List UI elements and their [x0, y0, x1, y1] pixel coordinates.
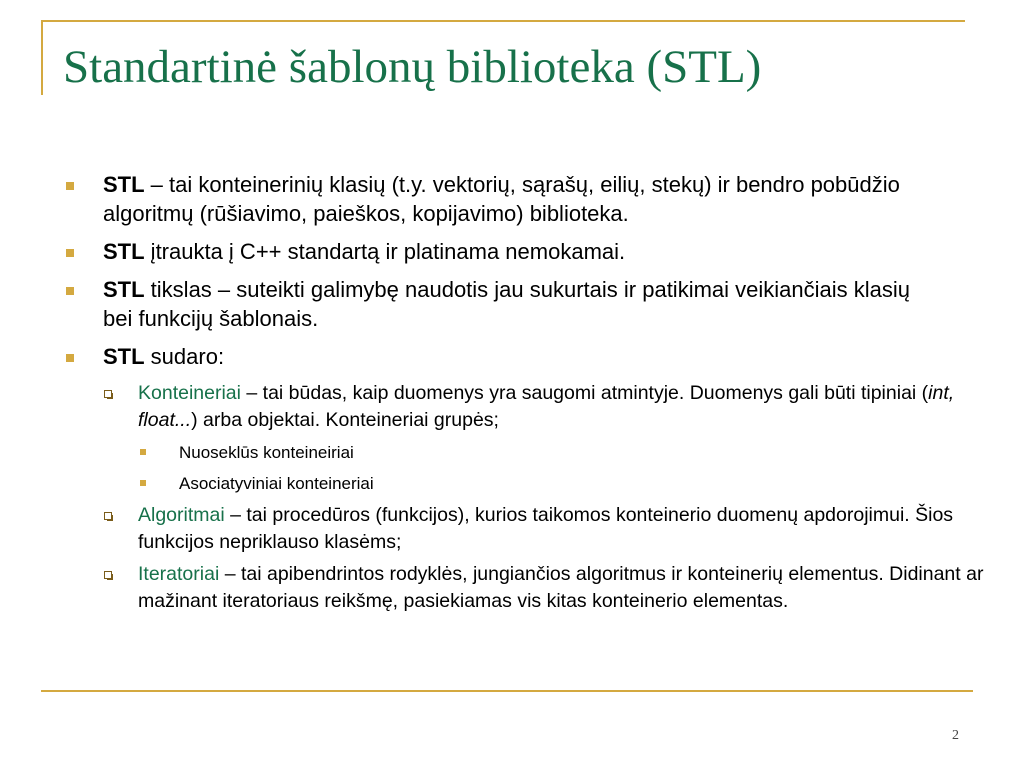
container-group-label: Asociatyviniai konteineriai	[179, 474, 374, 493]
sub-bullet-containers	[0, 380, 998, 434]
bullet-stl-definition	[0, 170, 923, 228]
iterators-text: – tai apibendrintos rodyklės, jungiančios algoritmus ir konteinerių elementus. Didinant ar mažinant iteratoriaus reikšmę, pasiekiamas vis kitas konteinerio elementas.	[138, 563, 984, 612]
bullet-keyword: STL	[103, 239, 145, 264]
containers-examples: int, float...	[138, 382, 955, 431]
bullet-stl-composition	[0, 342, 923, 371]
bullet-stl-goal	[0, 275, 923, 333]
bullet-marker	[66, 287, 74, 295]
containers-text-before: – tai būdas, kaip duomenys yra saugomi atmintyje. Duomenys gali būti tipiniai (	[240, 382, 929, 404]
sub-bullet-iterators	[0, 561, 998, 615]
term-algorithms: Algoritmai	[138, 504, 225, 526]
frame-top-line	[41, 20, 965, 22]
slide-content	[0, 170, 1024, 620]
bullet-marker	[140, 449, 146, 455]
checkbox-bullet-icon	[104, 390, 112, 398]
bullet-text: tikslas – suteikti galimybę naudotis jau sukurtais ir patikimai veikiančiais klasių bei funkcijų šablonais.	[103, 277, 910, 331]
slide-title: Standartinė šablonų biblioteka (STL)	[63, 41, 762, 93]
container-group-label: Nuoseklūs konteineiriai	[179, 443, 354, 462]
term-containers: Konteineriai	[138, 382, 241, 404]
bullet-text: įtraukta į C++ standartą ir platinama nemokamai.	[144, 239, 626, 264]
algorithms-text: – tai procedūros (funkcijos), kurios taikomos konteinerio duomenų apdorojimui. Šios funkcijos nepriklauso klasėms;	[138, 504, 954, 553]
frame-bottom-line	[41, 690, 973, 692]
bullet-keyword: STL	[103, 172, 145, 197]
bullet-marker	[66, 182, 74, 190]
bullet-marker	[140, 480, 146, 486]
frame-left-line	[41, 20, 43, 95]
containers-text-after: ) arba objektai. Konteineriai grupės;	[191, 409, 499, 431]
term-iterators: Iteratoriai	[138, 563, 220, 585]
bullet-marker	[66, 354, 74, 362]
checkbox-bullet-icon	[104, 571, 112, 579]
bullet-text: sudaro:	[144, 344, 225, 369]
sub-bullet-algorithms	[0, 502, 998, 556]
bullet-text: – tai konteinerinių klasių (t.y. vektorių, sąrašų, eilių, stekų) ir bendro pobūdžio algoritmų (rūšiavimo, paieškos, kopijavimo) biblioteka.	[103, 172, 900, 226]
container-group-sequential	[0, 439, 1024, 466]
bullet-marker	[66, 249, 74, 257]
page-number: 2	[952, 728, 959, 743]
bullet-stl-standard	[0, 237, 923, 266]
checkbox-bullet-icon	[104, 512, 112, 520]
bullet-keyword: STL	[103, 344, 145, 369]
bullet-keyword: STL	[103, 277, 145, 302]
container-group-associative	[0, 470, 1024, 497]
